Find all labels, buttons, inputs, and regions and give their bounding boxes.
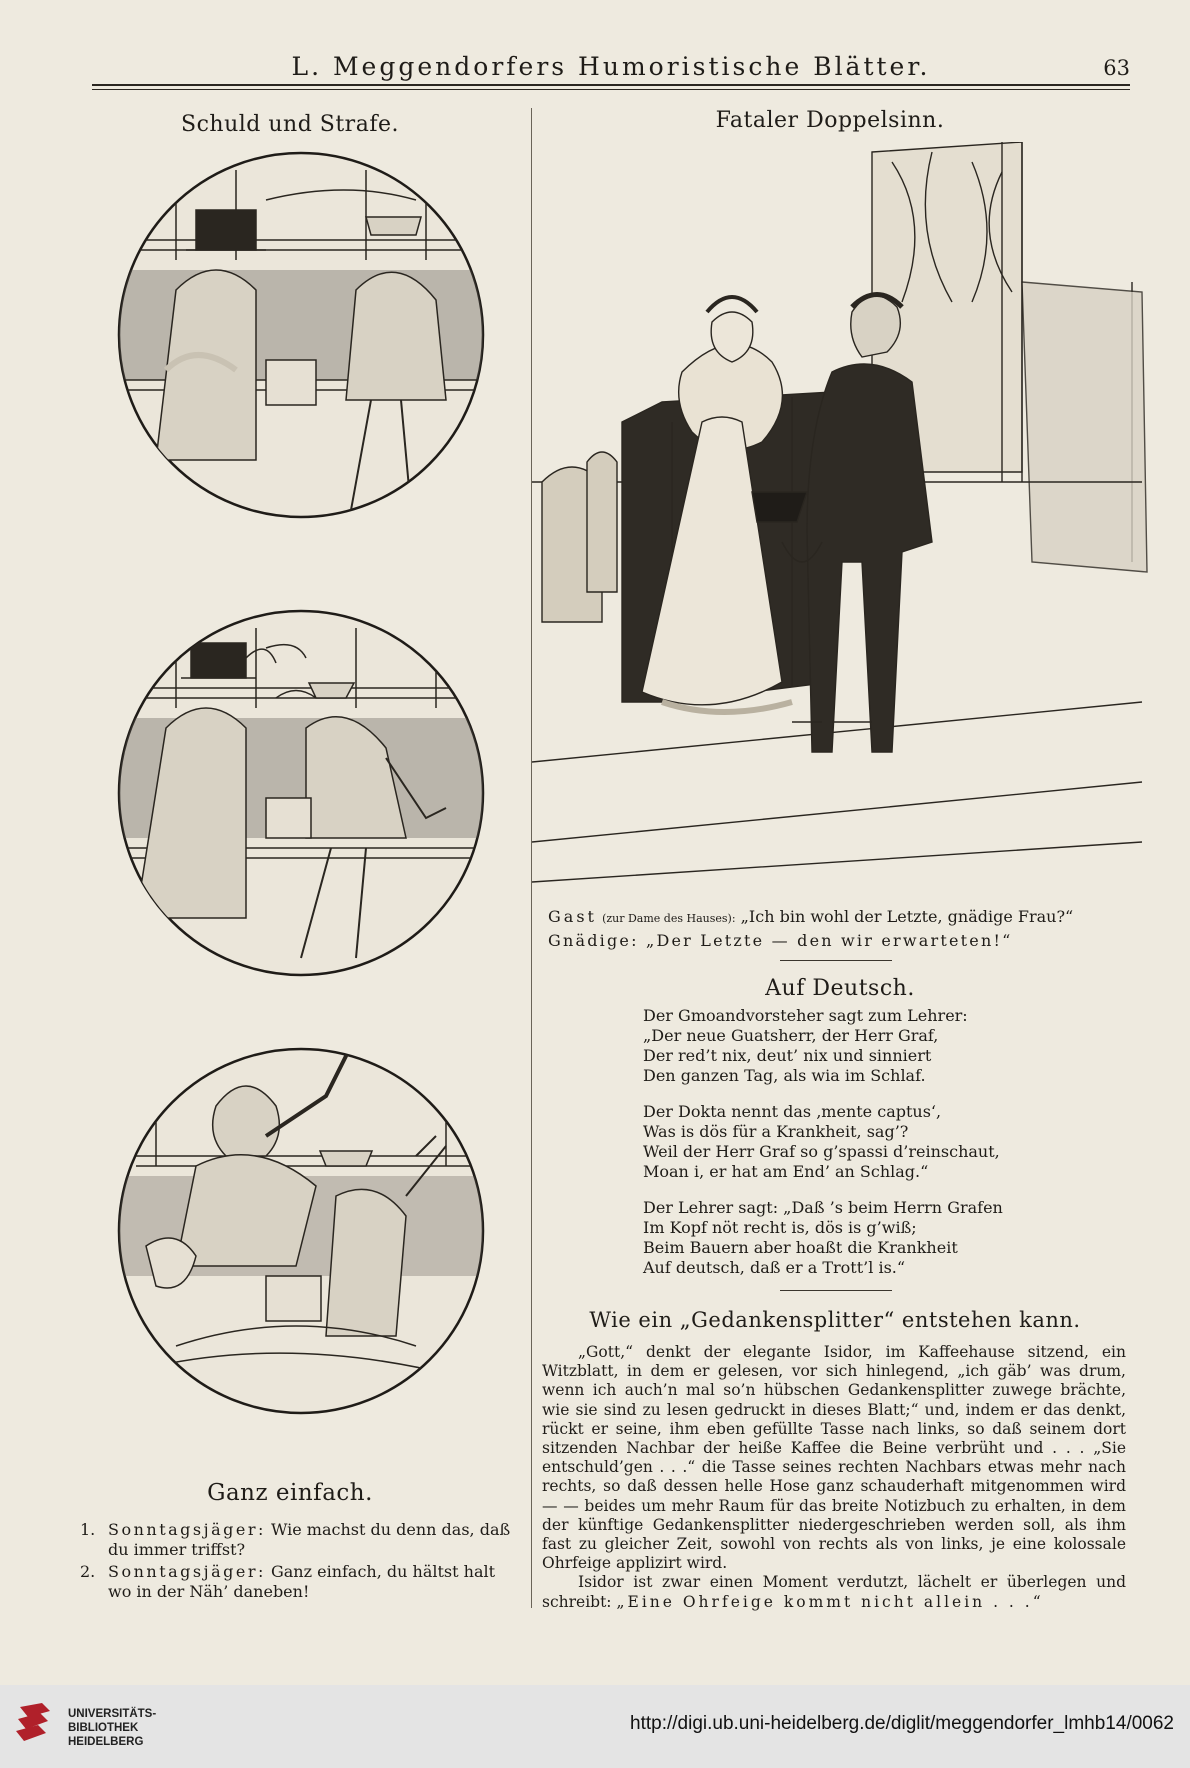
page-number: 63 <box>1103 56 1130 80</box>
salon-couple-illustration <box>532 142 1154 900</box>
institution-line: BIBLIOTHEK <box>68 1722 139 1734</box>
poem-stanza <box>643 1006 1073 1086</box>
poem-line: Was is dös für a Krankheit, sag’? <box>643 1122 909 1141</box>
journal-title: L. Meggendorfers Humoristische Blätter. <box>291 52 931 81</box>
story-punchline: „Eine Ohrfeige kommt nicht allein . . .“ <box>616 1592 1044 1611</box>
illustration-caption <box>548 906 1128 952</box>
dialogue-list <box>80 1520 520 1604</box>
header-rule <box>92 84 1130 86</box>
poem-line: Weil der Herr Graf so g’spassi d’reinschaut, <box>643 1142 1000 1161</box>
dialogue-text: Ganz einfach, du hältst halt wo in der Näh’ daneben! <box>108 1562 496 1601</box>
institution-name <box>68 1707 156 1749</box>
institution-line: UNIVERSITÄTS- <box>68 1708 157 1720</box>
list-item <box>80 1562 520 1602</box>
poem-line: „Der neue Guatsherr, der Herr Graf, <box>643 1026 939 1045</box>
item-number: 1. <box>80 1520 96 1539</box>
poem-line: Beim Bauern aber hoaßt die Krankheit <box>643 1238 958 1257</box>
caption-speaker-hostess: Gnädige: <box>548 931 639 950</box>
railway-compartment-illustration-1 <box>116 150 486 520</box>
header-rule-thin <box>92 89 1130 90</box>
story-heading: Wie ein „Gedankensplitter“ entstehen kann. <box>589 1308 1081 1332</box>
caption-line-hostess: „Der Letzte — den wir erwarteten!“ <box>645 931 1013 950</box>
permalink-url[interactable]: http://digi.ub.uni-heidelberg.de/diglit/meggendorfer_lmhb14/0062 <box>630 1713 1174 1734</box>
story-paragraph-text: Isidor ist zwar einen Moment verdutzt, lächelt er überlegen und schreibt: <box>542 1573 1126 1611</box>
poem-line: Der Lehrer sagt: „Daß ’s beim Herrn Grafen <box>643 1198 1003 1217</box>
left-subheading: Ganz einfach. <box>207 1480 373 1506</box>
poem-stanza <box>643 1102 1073 1182</box>
left-heading: Schuld und Strafe. <box>181 112 399 137</box>
university-library-logo-icon <box>12 1699 58 1745</box>
running-header <box>92 50 1130 88</box>
story-paragraph <box>542 1573 1126 1611</box>
poem-line: Auf deutsch, daß er a Trott’l is.“ <box>643 1258 906 1277</box>
speaker-label: Sonntagsjäger: <box>108 1562 266 1581</box>
railway-compartment-illustration-3 <box>116 1046 486 1416</box>
dialogue-text: Wie machst du denn das, daß du immer triffst? <box>108 1520 511 1559</box>
list-item <box>80 1520 520 1560</box>
poem <box>643 1006 1073 1294</box>
poem-line: Moan i, er hat am End’ an Schlag.“ <box>643 1162 929 1181</box>
poem-stanza <box>643 1198 1073 1278</box>
story-text <box>542 1343 1126 1612</box>
story-paragraph: „Gott,“ denkt der elegante Isidor, im Kaffeehause sitzend, ein Witzblatt, in dem er gelesen, vor sich hinlegend, „ich gäb’ was drum, wenn ich auch’n mal so’n hübschen Gedankensplitter zuwege brächte, wie sie sind zu lesen gedruckt in dieses Blatt;“ und, indem er das denkt, rückt er seine, ihm eben gefüllte Tasse nach links, so daß seinem dort sitzenden Nachbar der heiße Kaffee die Beine verbrüht und . . . „Sie entschuld’gen . . .“ die Tasse seines rechten Nachbars etwas mehr nach rechts, so daß dessen helle Hose ganz schauderhaft mitgenommen wird — — beides um mehr Raum für das breite Notizbuch zu erhalten, in dem der künftige Gedankensplitter niedergeschrieben werden soll, als ihm fast zu gleicher Zeit, sowohl von rechts als von links, je eine kolossale Ohrfeige applizirt wird. <box>542 1343 1126 1573</box>
section-rule <box>780 1290 892 1291</box>
right-heading: Fataler Doppelsinn. <box>715 108 945 133</box>
railway-compartment-illustration-2 <box>116 608 486 978</box>
item-number: 2. <box>80 1562 96 1581</box>
caption-aside: (zur Dame des Hauses): <box>602 912 736 925</box>
viewer-footer <box>0 1685 1190 1768</box>
speaker-label: Sonntagsjäger: <box>108 1520 266 1539</box>
poem-line: Der Dokta nennt das ‚mente captus‘, <box>643 1102 942 1121</box>
section-rule <box>780 960 892 961</box>
poem-line: Den ganzen Tag, als wia im Schlaf. <box>643 1066 926 1085</box>
poem-heading: Auf Deutsch. <box>765 976 915 1001</box>
caption-speaker-guest: Gast <box>548 907 597 926</box>
institution-line: HEIDELBERG <box>68 1736 144 1748</box>
poem-line: Der red’t nix, deut’ nix und sinniert <box>643 1046 932 1065</box>
poem-line: Im Kopf nöt recht is, dös is g’wiß; <box>643 1218 917 1237</box>
caption-line-guest: „Ich bin wohl der Letzte, gnädige Frau?“ <box>740 907 1074 926</box>
poem-line: Der Gmoandvorsteher sagt zum Lehrer: <box>643 1006 968 1025</box>
